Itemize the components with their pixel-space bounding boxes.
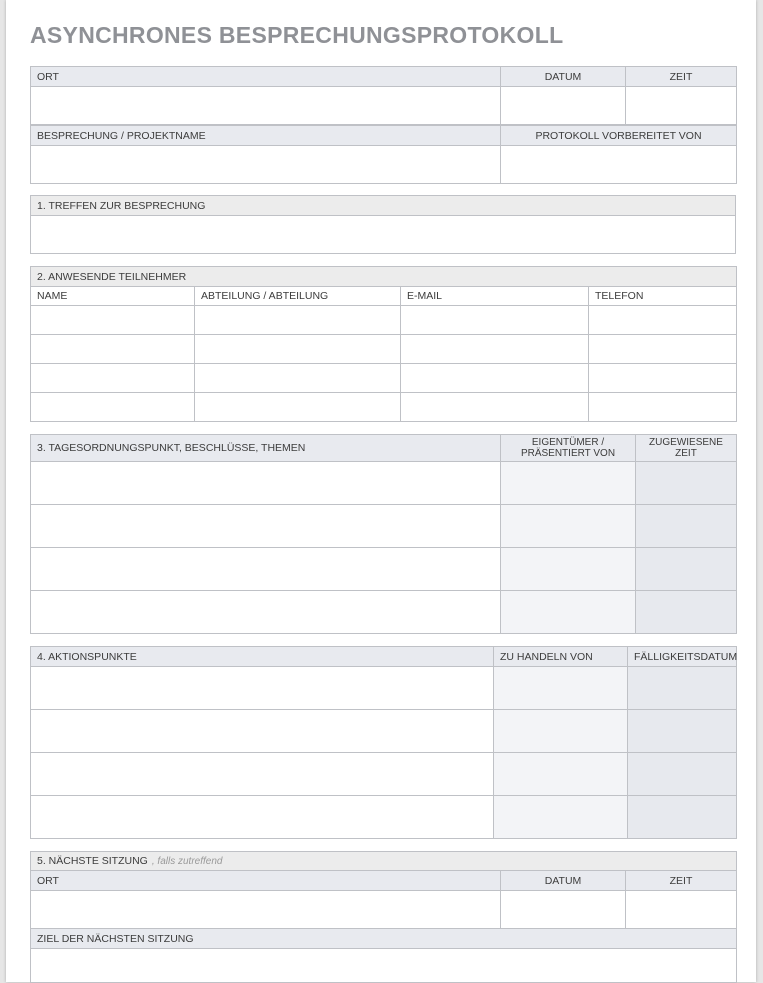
next-time-label: ZEIT <box>626 871 737 891</box>
table-row <box>31 364 737 393</box>
table-row <box>31 393 737 422</box>
table-row <box>31 306 737 335</box>
location-field[interactable] <box>31 87 501 125</box>
assignee-label: ZU HANDELN VON <box>494 647 628 667</box>
action-assignee-cell[interactable] <box>494 667 628 710</box>
action-item-cell[interactable] <box>31 667 494 710</box>
project-name-label: BESPRECHUNG / PROJEKTNAME <box>31 126 501 146</box>
agenda-item-cell[interactable] <box>31 462 501 505</box>
column-header-email: E-MAIL <box>401 287 589 306</box>
agenda-time-cell[interactable] <box>636 548 737 591</box>
attendee-phone-cell[interactable] <box>589 306 737 335</box>
table-row <box>31 710 737 753</box>
table-row <box>31 753 737 796</box>
action-assignee-cell[interactable] <box>494 710 628 753</box>
date-label: DATUM <box>501 67 626 87</box>
page-title: ASYNCHRONES BESPRECHUNGSPROTOKOLL <box>30 22 564 48</box>
meeting-info-block <box>30 66 736 184</box>
date-field[interactable] <box>501 87 626 125</box>
attendee-department-cell[interactable] <box>195 306 401 335</box>
section-attendees <box>30 266 736 422</box>
action-item-cell[interactable] <box>31 710 494 753</box>
next-location-field[interactable] <box>31 891 501 929</box>
section-meeting-purpose <box>30 195 736 254</box>
section-action-items <box>30 646 736 839</box>
attendee-name-cell[interactable] <box>31 306 195 335</box>
section1-label: 1. TREFFEN ZUR BESPRECHUNG <box>31 196 736 216</box>
next-goal-label: ZIEL DER NÄCHSTEN SITZUNG <box>31 929 737 949</box>
attendee-email-cell[interactable] <box>401 364 589 393</box>
action-item-cell[interactable] <box>31 753 494 796</box>
section5-sub-label: , falls zutreffend <box>151 855 223 867</box>
action-assignee-cell[interactable] <box>494 796 628 839</box>
prepared-by-label: PROTOKOLL VORBEREITET VON <box>501 126 737 146</box>
action-due-cell[interactable] <box>628 753 737 796</box>
allotted-time-label <box>636 435 737 462</box>
owner-label-line2: PRÄSENTIERT VON <box>520 448 616 459</box>
column-header-department: ABTEILUNG / ABTEILUNG <box>195 287 401 306</box>
action-due-cell[interactable] <box>628 796 737 839</box>
section5-label-cell <box>31 852 737 871</box>
attendee-name-cell[interactable] <box>31 364 195 393</box>
next-location-label: ORT <box>31 871 501 891</box>
agenda-item-cell[interactable] <box>31 505 501 548</box>
section2-label: 2. ANWESENDE TEILNEHMER <box>31 267 737 287</box>
action-item-cell[interactable] <box>31 796 494 839</box>
next-goal-field[interactable] <box>31 949 737 983</box>
agenda-owner-cell[interactable] <box>501 462 636 505</box>
attendee-email-cell[interactable] <box>401 393 589 422</box>
attendee-phone-cell[interactable] <box>589 393 737 422</box>
agenda-time-cell[interactable] <box>636 591 737 634</box>
table-row <box>31 548 737 591</box>
next-time-field[interactable] <box>626 891 737 929</box>
table-row <box>31 591 737 634</box>
section3-label: 3. TAGESORDNUNGSPUNKT, BESCHLÜSSE, THEMEN <box>31 435 501 462</box>
table-row <box>31 335 737 364</box>
attendee-department-cell[interactable] <box>195 335 401 364</box>
table-row <box>31 462 737 505</box>
agenda-item-cell[interactable] <box>31 591 501 634</box>
table-row <box>31 796 737 839</box>
column-header-phone: TELEFON <box>589 287 737 306</box>
action-due-cell[interactable] <box>628 667 737 710</box>
table-row <box>31 505 737 548</box>
attendee-name-cell[interactable] <box>31 335 195 364</box>
owner-label <box>501 435 636 462</box>
attendee-phone-cell[interactable] <box>589 335 737 364</box>
prepared-by-field[interactable] <box>501 146 737 184</box>
action-assignee-cell[interactable] <box>494 753 628 796</box>
location-label: ORT <box>31 67 501 87</box>
next-date-field[interactable] <box>501 891 626 929</box>
document-page <box>6 0 756 982</box>
owner-label-line1: EIGENTÜMER / <box>531 437 605 448</box>
agenda-owner-cell[interactable] <box>501 591 636 634</box>
attendee-department-cell[interactable] <box>195 364 401 393</box>
section-agenda <box>30 434 736 634</box>
attendee-email-cell[interactable] <box>401 306 589 335</box>
agenda-owner-cell[interactable] <box>501 505 636 548</box>
section-next-meeting <box>30 851 736 983</box>
attendee-phone-cell[interactable] <box>589 364 737 393</box>
table-row <box>31 667 737 710</box>
attendee-email-cell[interactable] <box>401 335 589 364</box>
section4-label: 4. AKTIONSPUNKTE <box>31 647 494 667</box>
next-date-label: DATUM <box>501 871 626 891</box>
time-field[interactable] <box>626 87 737 125</box>
agenda-time-cell[interactable] <box>636 505 737 548</box>
time-label: ZEIT <box>626 67 737 87</box>
action-due-cell[interactable] <box>628 710 737 753</box>
section5-label: 5. NÄCHSTE SITZUNG <box>37 854 148 867</box>
due-date-label: FÄLLIGKEITSDATUM <box>628 647 737 667</box>
column-header-name: NAME <box>31 287 195 306</box>
project-name-field[interactable] <box>31 146 501 184</box>
agenda-time-cell[interactable] <box>636 462 737 505</box>
agenda-owner-cell[interactable] <box>501 548 636 591</box>
allotted-time-label-line2: ZEIT <box>675 448 697 459</box>
allotted-time-label-line1: ZUGEWIESENE <box>649 437 723 448</box>
attendee-department-cell[interactable] <box>195 393 401 422</box>
attendee-name-cell[interactable] <box>31 393 195 422</box>
meeting-purpose-field[interactable] <box>31 216 736 254</box>
agenda-item-cell[interactable] <box>31 548 501 591</box>
